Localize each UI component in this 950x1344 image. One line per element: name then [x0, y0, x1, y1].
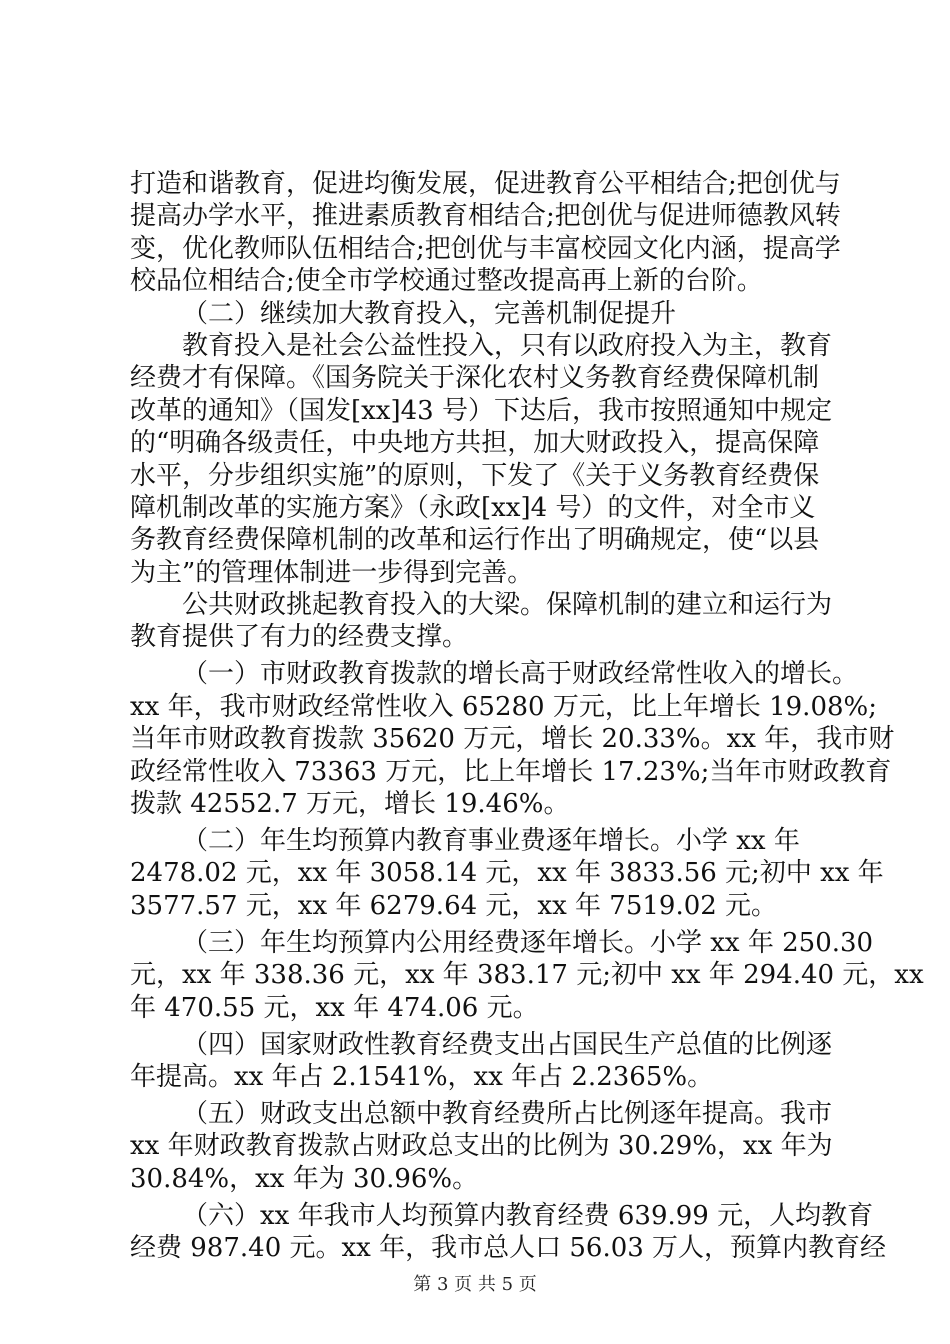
text-line: 教育提供了有力的经费支撑。 — [130, 622, 469, 653]
text-line: 打造和谐教育，促进均衡发展，促进教育公平相结合;把创优与 — [130, 169, 841, 199]
text-line: 经费才有保障。《国务院关于深化农村义务教育经费保障机制 — [130, 363, 820, 394]
text-line: 务教育经费保障机制的改革和运行作出了明确规定，使“以县 — [130, 525, 820, 556]
section-heading: （二）继续加大教育投入，完善机制促提升 — [182, 298, 677, 329]
text-line: 拨款 42552.7 万元，增长 19.46%。 — [130, 789, 570, 820]
text-line: （四）国家财政性教育经费支出占国民生产总值的比例逐 — [182, 1029, 833, 1060]
text-line: 经费 987.40 元。xx 年，我市总人口 56.03 万人，预算内教育经 — [130, 1233, 887, 1264]
text-line: （一）市财政教育拨款的增长高于财政经常性收入的增长。 — [182, 659, 859, 690]
text-line: 提高办学水平，推进素质教育相结合;把创优与促进师德教风转 — [130, 201, 841, 232]
text-line: 3577.57 元，xx 年 6279.64 元，xx 年 7519.02 元。 — [130, 890, 778, 921]
text-line: xx 年财政教育拨款占财政总支出的比例为 30.29%，xx 年为 — [130, 1131, 833, 1162]
text-line: 元，xx 年 338.36 元，xx 年 383.17 元;初中 xx 年 294.40 元，xx — [130, 960, 924, 991]
text-line: 政经常性收入 73363 万元，比上年增长 17.23%;当年市财政教育 — [130, 756, 892, 787]
text-line: 障机制改革的实施方案》（永政[xx]4 号）的文件，对全市义 — [130, 492, 816, 523]
page-number-footer: 第 3 页 共 5 页 — [413, 1274, 537, 1295]
text-line: 变，优化教师队伍相结合;把创优与丰富校园文化内涵，提高学 — [130, 233, 841, 264]
text-line: 水平，分步组织实施”的原则，下发了《关于义务教育经费保 — [130, 460, 820, 491]
text-line: （五）财政支出总额中教育经费所占比例逐年提高。我市 — [182, 1098, 833, 1129]
text-line: 为主”的管理体制进一步得到完善。 — [130, 557, 534, 588]
text-line: 30.84%，xx 年为 30.96%。 — [130, 1163, 479, 1194]
text-line: 年提高。xx 年占 2.1541%，xx 年占 2.2365%。 — [130, 1061, 714, 1092]
text-line: （六）xx 年我市人均预算内教育经费 639.99 元，人均教育 — [182, 1200, 874, 1231]
text-line: 教育投入是社会公益性投入，只有以政府投入为主，教育 — [182, 330, 833, 361]
document-body — [130, 168, 924, 1264]
text-line: （二）年生均预算内教育事业费逐年增长。小学 xx 年 — [182, 826, 800, 856]
text-line: 的“明确各级责任，中央地方共担，加大财政投入，提高保障 — [130, 428, 820, 459]
text-line: xx 年，我市财政经常性收入 65280 万元，比上年增长 19.08%; — [130, 691, 877, 722]
text-line: 当年市财政教育拨款 35620 万元，增长 20.33%。xx 年，我市财 — [130, 724, 895, 755]
text-line: 改革的通知》（国发[xx]43 号）下达后，我市按照通知中规定 — [130, 395, 832, 426]
text-line: 校品位相结合;使全市学校通过整改提高再上新的台阶。 — [130, 266, 763, 297]
text-line: 公共财政挑起教育投入的大梁。保障机制的建立和运行为 — [182, 590, 833, 621]
text-line: 年 470.55 元，xx 年 474.06 元。 — [130, 992, 539, 1023]
text-line: 2478.02 元，xx 年 3058.14 元，xx 年 3833.56 元;初中 xx 年 — [130, 858, 884, 889]
text-line: （三）年生均预算内公用经费逐年增长。小学 xx 年 250.30 — [182, 927, 874, 958]
